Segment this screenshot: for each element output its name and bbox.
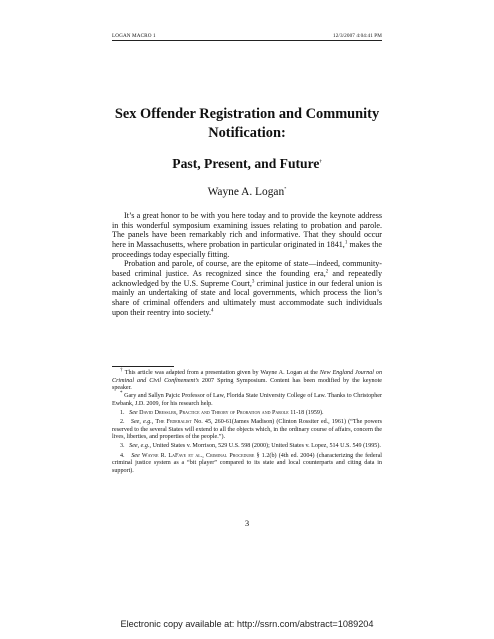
- page-number: 3: [244, 518, 250, 528]
- footnote-2-sep: ,: [151, 418, 156, 425]
- footnote-4-text: § 1.2(b) (4th ed. 2004) (characterizing the federal criminal justice system as a “bit player” compared to its state and local counterparts and citing data in support).: [112, 452, 382, 474]
- footnote-rule: [112, 366, 174, 367]
- subtitle-dagger-mark: †: [319, 158, 322, 164]
- p2-text-b: and repeatedly acknowledged by the U.S. Supreme Court,: [112, 268, 382, 288]
- p2-text-c: criminal justice in our federal union is mainly an undertaking of state and local governments, which process the lion’s share of criminal offenders and ultimately must accommodate such individuals upon their reentry into society.: [112, 278, 382, 317]
- footnote-3-text: , United States v. Morrison, 529 U.S. 598 (2000); United States v. Lopez, 514 U.S. 549 (1995).: [149, 443, 381, 450]
- author-name: [100, 186, 394, 198]
- title-line-1: Sex Offender Registration and Community: [114, 106, 380, 122]
- author-text: Wayne A. Logan: [207, 186, 285, 198]
- footnote-2-signal: See, e.g.: [130, 418, 152, 425]
- footnote-4-signal: See: [131, 452, 140, 459]
- footnote-3-number: 3.: [120, 443, 125, 450]
- p1-text-a: It’s a great honor to be with you here today and to provide the keynote address in this wonderful symposium examining issues relating to probation and parole. The panels have been remarkably rich and informative. That they should occur here in Massachusetts, where probation in particular originated in 1841,: [112, 211, 382, 249]
- footnote-2-text: No. 45, 260-61(James Madison) (Clinton Rossiter ed., 1961) (“The powers reserved to the several States will extend to all the objects which, in the ordinary course of affairs, concern the lives, liberties, and properties of the people.”).: [112, 418, 382, 441]
- dagger-text-b: 2007 Spring Symposium. Content has been modified by the keynote speaker.: [112, 377, 383, 392]
- footnote-1-text: 11-18 (1959).: [288, 409, 324, 416]
- title-line-2: Notification:: [208, 125, 286, 141]
- footnote-4-source: Wayne R. LaFave et al., Criminal Procedure: [141, 452, 255, 459]
- footnote-1-source: David Dressler, Practice and Theory of Probation and Parole: [139, 409, 289, 416]
- running-header-left: LOGAN MACRO 1: [112, 33, 156, 39]
- footnote-3: [112, 443, 382, 451]
- footnote-3-signal: See, e.g.: [129, 443, 150, 450]
- paragraph-2: [112, 259, 382, 317]
- footnote-ref-4[interactable]: 4: [211, 307, 214, 313]
- footnote-ref-3[interactable]: 3: [251, 278, 255, 284]
- running-header: [112, 33, 382, 39]
- footnote-2-source: The Federalist: [155, 418, 192, 425]
- star-mark: *: [120, 390, 123, 396]
- subtitle-text: Past, Present, and Future: [172, 156, 320, 171]
- p1-text-b: makes the proceedings today especially fitting.: [112, 239, 382, 259]
- footnote-2-number: 2.: [120, 418, 125, 425]
- footnote-ref-2[interactable]: 2: [325, 269, 329, 275]
- footnote-1: [112, 410, 382, 418]
- dagger-mark: †: [120, 367, 123, 373]
- footnotes: [112, 367, 383, 476]
- footnote-dagger: [112, 367, 383, 393]
- journal-name: New England Journal on Criminal and Civil Confinement’s: [112, 370, 383, 384]
- article-title: [100, 105, 394, 143]
- author-star-mark: *: [284, 186, 287, 192]
- star-text: Gary and Sallyn Pajcic Professor of Law, Florida State University College of Law. Thanks to Christopher Ewbank, J.D. 2009, for his research help.: [112, 392, 382, 407]
- ssrn-link[interactable]: Electronic copy available at: http://ssrn.com/abstract=1089204: [120, 619, 374, 629]
- footnote-4-number: 4.: [120, 452, 125, 459]
- p2-text-a: Probation and parole, of course, are the epitome of state—indeed, community-based criminal justice. As recognized since the founding era,: [112, 259, 382, 278]
- footnote-star: [112, 390, 382, 408]
- header-rule: [112, 40, 382, 41]
- footnote-1-number: 1.: [120, 409, 125, 416]
- running-header-right: 12/3/2007 4:04:41 PM: [333, 33, 382, 39]
- footnote-1-signal: See: [129, 409, 138, 416]
- article-subtitle: [100, 156, 394, 172]
- paragraph-1: [112, 211, 382, 259]
- body-text: [112, 211, 382, 317]
- footnote-ref-1[interactable]: 1: [344, 240, 348, 246]
- footnote-4: [112, 453, 382, 476]
- dagger-text-a: This article was adapted from a presentation given by Wayne A. Logan at the: [122, 370, 320, 376]
- footnote-2: [112, 419, 382, 442]
